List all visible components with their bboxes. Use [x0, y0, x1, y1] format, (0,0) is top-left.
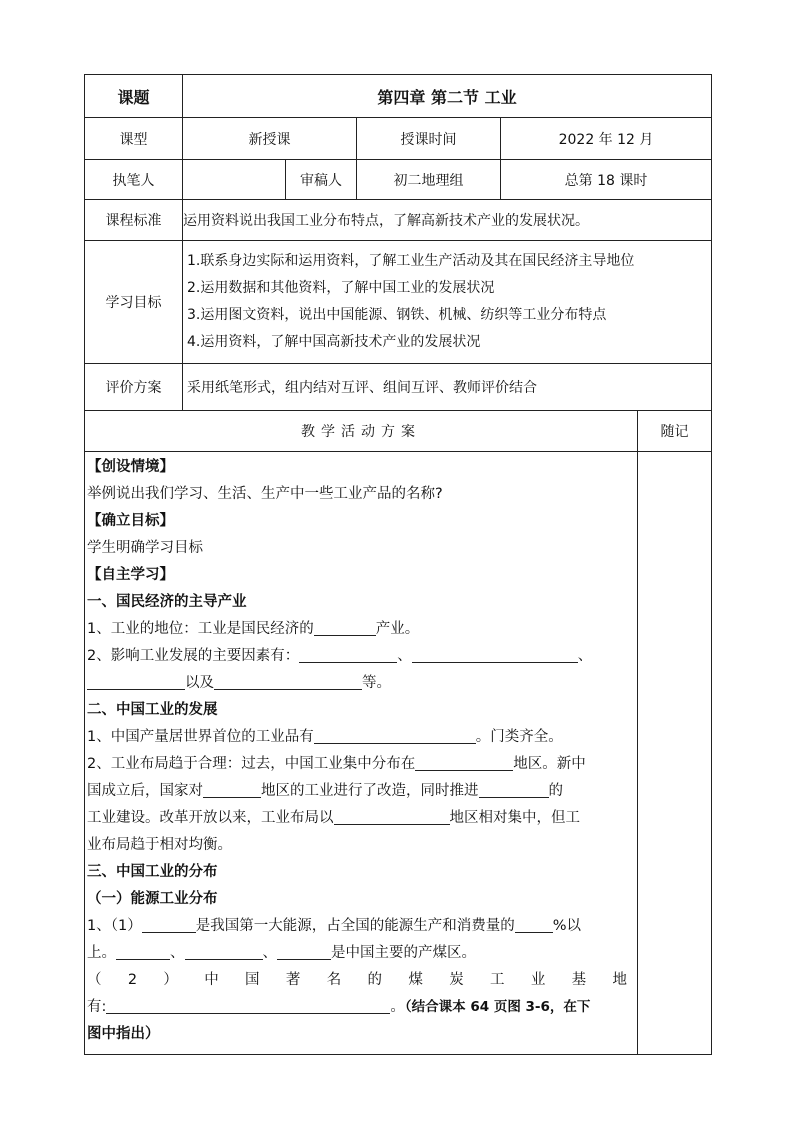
char: 中 [204, 972, 219, 988]
activity-body-row [85, 452, 712, 1055]
answer-blank[interactable] [203, 781, 261, 798]
answer-blank[interactable] [116, 943, 170, 960]
char: 煤 [408, 972, 423, 988]
s2-q2-text-d: 地区的工业进行了改造，同时推进 [261, 783, 479, 799]
section2-title: 二、中国工业的发展 [87, 702, 218, 718]
class-time-label: 授课时间 [357, 118, 501, 160]
answer-blank[interactable] [214, 673, 362, 690]
goal-item: 1.联系身边实际和运用资料，了解工业生产活动及其在国民经济主导地位 [187, 253, 635, 269]
answer-blank[interactable] [277, 943, 331, 960]
period-count: 总第 18 课时 [501, 160, 712, 200]
s3-question1-line2 [87, 940, 633, 967]
answer-blank[interactable] [106, 997, 390, 1014]
standard-label: 课程标准 [85, 200, 183, 241]
answer-blank[interactable] [479, 781, 549, 798]
separator: 、 [262, 945, 277, 961]
s3-q2-text-a: 有: [87, 999, 107, 1015]
goal-heading: 【确立目标】 [87, 513, 174, 529]
course-type-label: 课型 [85, 118, 183, 160]
answer-blank[interactable] [415, 754, 513, 771]
char: 基 [571, 972, 587, 988]
char: 业 [530, 972, 546, 988]
s2-question2-line4: 业布局趋于相对均衡。 [87, 837, 232, 853]
s2-q2-text-g: 地区相对集中，但工 [449, 810, 580, 826]
char: ） [163, 972, 178, 988]
answer-blank[interactable] [412, 646, 578, 663]
s2-question2-line1 [87, 751, 633, 778]
char: 工 [490, 972, 505, 988]
situation-question: 举例说出我们学习、生活、生产中一些工业产品的名称? [87, 486, 443, 502]
activity-header-row [85, 411, 712, 452]
section1-title: 一、国民经济的主导产业 [87, 594, 247, 610]
section3-subtitle: （一）能源工业分布 [87, 891, 218, 907]
s1-q2-end: 等。 [362, 675, 391, 691]
goals-row [85, 241, 712, 364]
author-row [85, 160, 712, 200]
goal-item: 4.运用资料，了解中国高新技术产业的发展状况 [187, 334, 481, 350]
topic-value: 第四章 第二节 工业 [183, 75, 712, 118]
section3-title: 三、中国工业的分布 [87, 864, 218, 880]
answer-blank[interactable] [515, 916, 553, 933]
s1-q1-text-end: 产业。 [375, 621, 420, 637]
evaluation-label: 评价方案 [85, 364, 183, 411]
s1-q2-and: 以及 [185, 675, 214, 691]
char: 名 [326, 972, 342, 988]
char: 2 [127, 972, 138, 988]
s3-q1-text-d: 上。 [87, 945, 116, 961]
s3-q2-note: （结合课本 64 页图 3-6，在下 [404, 999, 591, 1015]
s1-question2-line2 [87, 670, 633, 697]
char: 地 [612, 972, 627, 988]
author-label: 执笔人 [85, 160, 183, 200]
s1-question2-line1 [87, 643, 633, 670]
s2-q2-text-e: 的 [548, 783, 563, 799]
topic-label: 课题 [85, 75, 183, 118]
s2-question2-line3 [87, 805, 633, 832]
reviewer-label: 审稿人 [286, 160, 357, 200]
char: （ [87, 972, 102, 988]
s2-q2-text-b: 地区。新中 [513, 756, 586, 772]
separator: 、 [577, 648, 593, 664]
separator: 、 [170, 945, 185, 961]
notes-column[interactable] [638, 452, 712, 1055]
evaluation-text: 采用纸笔形式，组内结对互评、组间互评、教师评价结合 [183, 364, 712, 411]
s2-question1 [87, 724, 633, 751]
char: 著 [285, 972, 301, 988]
separator: 、 [397, 648, 412, 664]
goal-item: 3.运用图文资料，说出中国能源、钢铁、机械、纺织等工业分布特点 [187, 307, 607, 323]
answer-blank[interactable] [314, 619, 376, 636]
s3-question2-line3: 图中指出） [87, 1026, 160, 1042]
char: 国 [245, 972, 260, 988]
answer-blank[interactable] [314, 727, 476, 744]
s3-q1-text-e: 是中国主要的产煤区。 [331, 945, 476, 961]
goal-item: 2.运用数据和其他资料，了解中国工业的发展状况 [187, 280, 495, 296]
char: 炭 [449, 972, 464, 988]
s3-question2-line1 [87, 967, 633, 994]
situation-heading: 【创设情境】 [87, 459, 174, 475]
answer-blank[interactable] [185, 943, 263, 960]
s2-question2-line2 [87, 778, 633, 805]
self-study-heading: 【自主学习】 [87, 567, 174, 583]
answer-blank[interactable] [299, 646, 397, 663]
s2-q2-text-c: 国成立后，国家对 [87, 783, 203, 799]
evaluation-row [85, 364, 712, 411]
s2-q1-text: 1、中国产量居世界首位的工业品有 [87, 729, 314, 745]
standard-text: 运用资料说出我国工业分布特点，了解高新技术产业的发展状况。 [183, 200, 712, 241]
s1-q1-text: 1、工业的地位：工业是国民经济的 [87, 621, 314, 637]
notes-label: 随记 [638, 411, 712, 452]
s3-q1-text-c: %以 [552, 918, 581, 934]
s2-q1-end: 。门类齐全。 [475, 729, 563, 745]
s2-q2-text: 2、工业布局趋于合理：过去，中国工业集中分布在 [87, 756, 416, 772]
lesson-plan-page [84, 74, 711, 1055]
class-time-value: 2022 年 12 月 [501, 118, 712, 160]
lesson-plan-table [84, 74, 712, 1055]
goal-text: 学生明确学习目标 [87, 540, 203, 556]
activity-title: 教学活动方案 [85, 411, 638, 452]
reviewer-value: 初二地理组 [357, 160, 501, 200]
standard-row [85, 200, 712, 241]
goals-label: 学习目标 [85, 241, 183, 364]
goals-list [183, 241, 712, 364]
course-type-row [85, 118, 712, 160]
answer-blank[interactable] [87, 673, 185, 690]
course-type-value: 新授课 [183, 118, 357, 160]
activity-content [85, 452, 638, 1055]
s3-question2-line2 [87, 994, 633, 1021]
author-value [183, 160, 286, 200]
answer-blank[interactable] [334, 808, 450, 825]
topic-row [85, 75, 712, 118]
s3-q1-text-a: 1、（1） [87, 918, 142, 934]
s3-question1-line1 [87, 913, 633, 940]
answer-blank[interactable] [142, 916, 196, 933]
s3-q1-text-b: 是我国第一大能源，占全国的能源生产和消费量的 [195, 918, 515, 934]
s1-q2-text: 2、影响工业发展的主要因素有： [87, 648, 300, 664]
s1-question1 [87, 616, 633, 643]
char: 的 [367, 972, 383, 988]
s2-q2-text-f: 工业建设。改革开放以来，工业布局以 [87, 810, 334, 826]
s3-q2-text-b: 。 [390, 999, 405, 1015]
